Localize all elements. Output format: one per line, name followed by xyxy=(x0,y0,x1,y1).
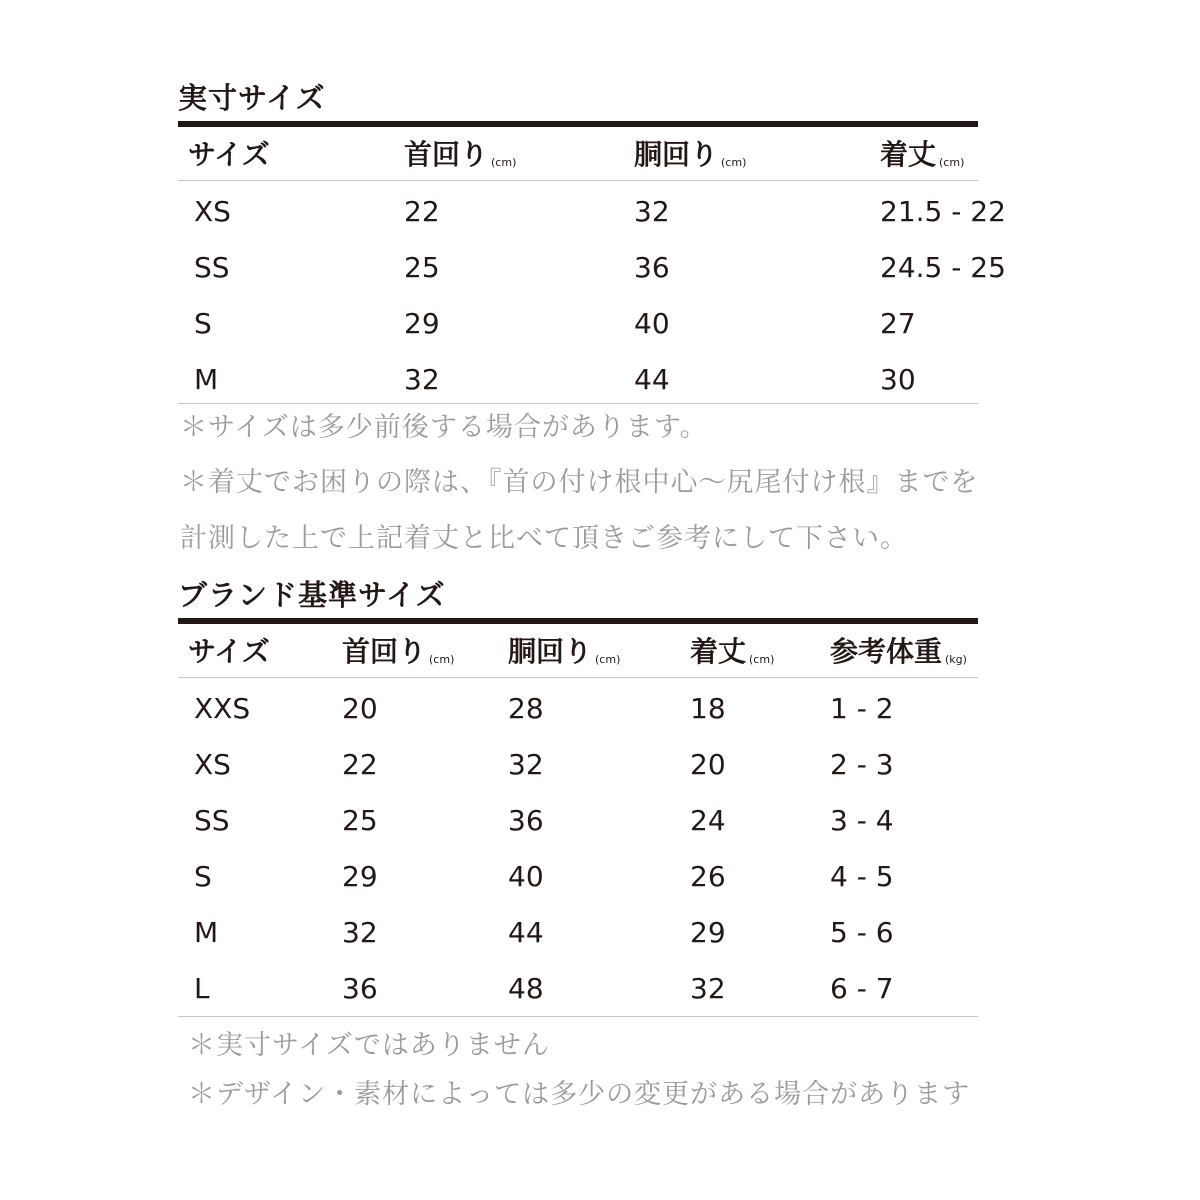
size-cell: XS xyxy=(194,748,231,781)
table-row xyxy=(178,184,1006,240)
brand-size-header-row xyxy=(178,624,978,680)
size-cell: SS xyxy=(194,251,230,284)
body-cell: 32 xyxy=(634,195,670,228)
body-cell: 44 xyxy=(508,916,544,949)
brand-size-header-divider xyxy=(178,677,978,678)
neck-cell: 22 xyxy=(404,195,440,228)
brand-size-title: ブランド基準サイズ xyxy=(178,578,446,612)
header-body: 胴回り (cm) xyxy=(634,138,747,171)
actual-size-header-divider xyxy=(178,180,978,181)
length-cell: 24 xyxy=(690,804,726,837)
unit-label: (cm) xyxy=(595,653,621,666)
table-row xyxy=(178,849,978,905)
body-cell: 32 xyxy=(508,748,544,781)
weight-cell: 3 - 4 xyxy=(830,804,894,837)
unit-label: (kg) xyxy=(945,653,967,666)
size-cell: S xyxy=(194,307,212,340)
body-cell: 40 xyxy=(508,860,544,893)
length-cell: 26 xyxy=(690,860,726,893)
size-cell: SS xyxy=(194,804,230,837)
actual-note-1: ＊サイズは多少前後する場合があります。 xyxy=(180,412,708,443)
header-neck: 首回り (cm) xyxy=(404,138,517,171)
body-cell: 36 xyxy=(634,251,670,284)
neck-cell: 29 xyxy=(404,307,440,340)
neck-cell: 29 xyxy=(342,860,378,893)
length-cell: 21.5 - 22 xyxy=(880,195,1006,228)
length-cell: 20 xyxy=(690,748,726,781)
unit-label: (cm) xyxy=(939,156,965,169)
unit-label: (cm) xyxy=(429,653,455,666)
neck-cell: 20 xyxy=(342,692,378,725)
header-size: サイズ xyxy=(188,138,270,171)
size-cell: XS xyxy=(194,195,231,228)
body-cell: 40 xyxy=(634,307,670,340)
length-cell: 18 xyxy=(690,692,726,725)
header-length: 着丈 (cm) xyxy=(880,138,965,171)
neck-cell: 25 xyxy=(404,251,440,284)
length-cell: 24.5 - 25 xyxy=(880,251,1006,284)
actual-note-2: ＊着丈でお困りの際は、『首の付け根中心〜尻尾付け根』までを xyxy=(180,467,979,498)
size-cell: M xyxy=(194,363,219,396)
table-row xyxy=(178,961,978,1017)
neck-cell: 32 xyxy=(404,363,440,396)
length-cell: 32 xyxy=(690,972,726,1005)
size-cell: XXS xyxy=(194,692,251,725)
length-cell: 27 xyxy=(880,307,916,340)
weight-cell: 1 - 2 xyxy=(830,692,894,725)
table-row xyxy=(178,737,978,793)
brand-note-1: ＊実寸サイズではありません xyxy=(188,1030,550,1061)
neck-cell: 32 xyxy=(342,916,378,949)
brand-size-bottom-rule xyxy=(178,1016,978,1017)
unit-label: (cm) xyxy=(491,156,517,169)
length-cell: 29 xyxy=(690,916,726,949)
header-length: 着丈 (cm) xyxy=(690,635,775,668)
body-cell: 48 xyxy=(508,972,544,1005)
weight-cell: 6 - 7 xyxy=(830,972,894,1005)
header-weight: 参考体重 (kg) xyxy=(830,635,967,668)
neck-cell: 22 xyxy=(342,748,378,781)
brand-note-2: ＊デザイン・素材によっては多少の変更がある場合があります xyxy=(188,1079,971,1110)
unit-label: (cm) xyxy=(721,156,747,169)
size-cell: M xyxy=(194,916,219,949)
weight-cell: 5 - 6 xyxy=(830,916,894,949)
actual-note-3: 計測した上で上記着丈と比べて頂きご参考にして下さい。 xyxy=(180,523,908,554)
header-size: サイズ xyxy=(188,635,270,668)
table-row xyxy=(178,793,978,849)
header-body: 胴回り (cm) xyxy=(508,635,621,668)
size-cell: L xyxy=(194,972,210,1005)
actual-size-title: 実寸サイズ xyxy=(178,81,326,115)
table-row xyxy=(178,296,978,352)
weight-cell: 4 - 5 xyxy=(830,860,894,893)
header-neck: 首回り (cm) xyxy=(342,635,455,668)
weight-cell: 2 - 3 xyxy=(830,748,894,781)
table-row xyxy=(178,681,978,737)
neck-cell: 36 xyxy=(342,972,378,1005)
actual-size-header-row xyxy=(178,127,978,183)
actual-size-bottom-rule xyxy=(178,403,978,404)
body-cell: 28 xyxy=(508,692,544,725)
size-cell: S xyxy=(194,860,212,893)
body-cell: 36 xyxy=(508,804,544,837)
body-cell: 44 xyxy=(634,363,670,396)
neck-cell: 25 xyxy=(342,804,378,837)
unit-label: (cm) xyxy=(749,653,775,666)
table-row xyxy=(178,240,1006,296)
length-cell: 30 xyxy=(880,363,916,396)
table-row xyxy=(178,352,978,408)
table-row xyxy=(178,905,978,961)
